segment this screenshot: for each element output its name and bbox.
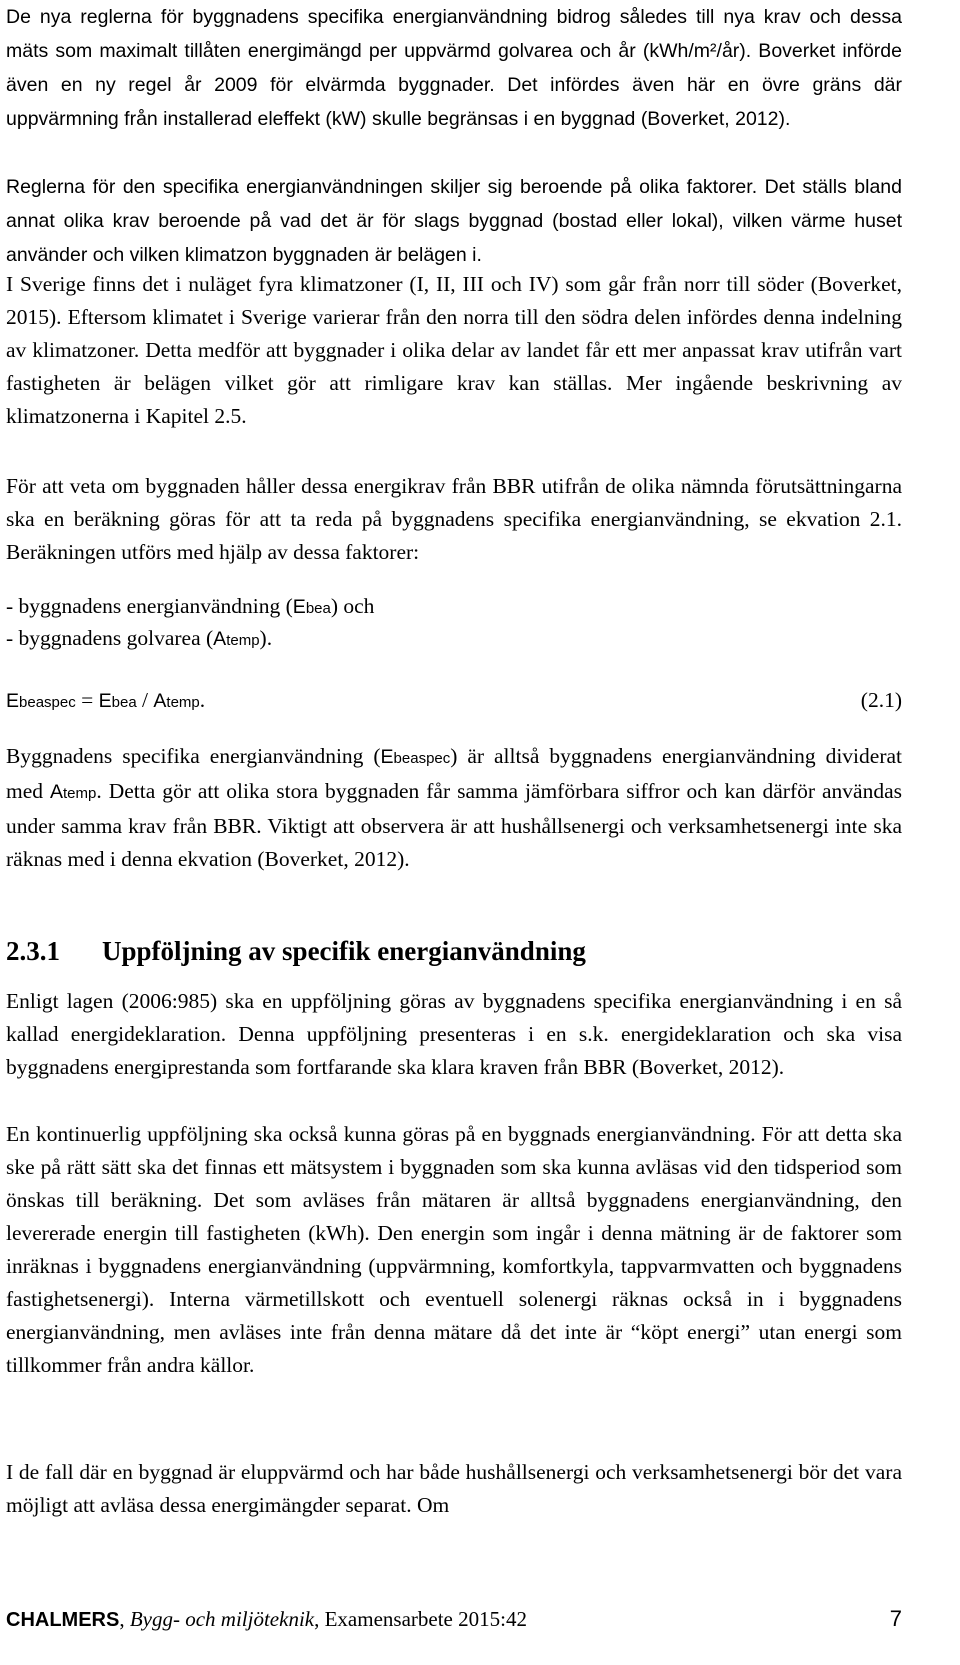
eq-subscript-bea: bea bbox=[111, 694, 137, 711]
p5-close: ) är alltså byggnadens bbox=[450, 744, 653, 768]
paragraph-2 bbox=[6, 170, 902, 272]
p5-rest: energianvändning dividerat med bbox=[6, 744, 902, 803]
paragraph-1 bbox=[6, 0, 902, 136]
list-item-1-prefix: - byggnadens energianvändning ( bbox=[6, 594, 293, 618]
section-heading bbox=[6, 933, 902, 969]
list-item-area bbox=[6, 622, 902, 657]
footer-sep: , bbox=[119, 1607, 130, 1631]
equation-number: (2.1) bbox=[860, 688, 902, 712]
paragraph-2-text: Reglerna för den specifika energianvändningen skiljer sig beroende på olika faktorer. Det ställs bland annat olika krav beroende på vad det är för slags byggnad (bostad eller lokal), vilken värme huset använder och vilken klimatzon byggnaden är belägen i. bbox=[6, 176, 902, 266]
p5-a: A bbox=[49, 781, 63, 803]
paragraph-4: För att veta om byggnaden håller dessa energikrav från BBR utifrån de olika nämnda förutsättningarna ska en beräkning göras för att ta reda på byggnadens specifika energianvändning, se ekvation 2.1. Beräkningen utförs med hjälp av dessa faktorer: bbox=[6, 474, 902, 564]
list-item-2-prefix: - byggnadens golvarea ( bbox=[6, 626, 214, 650]
footer-department: Bygg- och miljöteknik bbox=[129, 1607, 315, 1631]
symbol-a: A bbox=[213, 628, 227, 650]
section-title: Uppföljning av specifik energianvändning bbox=[102, 936, 586, 966]
paragraph-8: I de fall där en byggnad är eluppvärmd och har både hushållsenergi och verksamhetsenergi bör det vara möjligt att avläsa dessa energimängder separat. Om bbox=[6, 1460, 902, 1517]
footer-brand: CHALMERS bbox=[6, 1609, 120, 1631]
list-item-1-suffix: ) och bbox=[330, 594, 375, 618]
eq-slash: / bbox=[136, 688, 154, 712]
eq-equals: = bbox=[75, 688, 99, 712]
paragraph-6: Enligt lagen (2006:985) ska en uppföljning göras av byggnadens specifika energianvändning i en så kallad energideklaration. Denna uppföljning presenteras i en s.k. energideklaration och ska visa byggnadens energiprestanda som fortfarande ska klara kraven från BBR (Boverket, 2012). bbox=[6, 989, 902, 1079]
p5-sub-temp: temp bbox=[63, 785, 97, 802]
equation-2-1 bbox=[6, 684, 902, 719]
subscript-temp: temp bbox=[226, 632, 260, 649]
eq-e2: E bbox=[98, 690, 112, 712]
p5-sub-beaspec: beaspec bbox=[393, 750, 451, 767]
page-number: 7 bbox=[889, 1606, 902, 1631]
eq-a: A bbox=[153, 690, 167, 712]
paragraph-3: I Sverige finns det i nuläget fyra klimatzoner (I, II, III och IV) som går från norr till söder (Boverket, 2015). Eftersom klimatet i Sverige varierar från den norra till den södra delen infördes denna indelning av klimatzoner. Detta medför att byggnader i olika delar av landet får ett mer anpassat krav utifrån vart fastigheten är belägen vilket gör att rimligare krav kan ställas. Mer ingående beskrivning av klimatzonerna i Kapitel 2.5. bbox=[6, 272, 902, 428]
list-item-2-suffix: ). bbox=[259, 626, 273, 650]
eq-end: . bbox=[199, 688, 206, 712]
eq-e: E bbox=[6, 690, 20, 712]
paragraph-1-text: De nya reglerna för byggnadens specifika energianvändning bidrog således till nya krav och dessa mäts som maximalt tillåten energimängd per uppvärmd golvarea och år (kWh/m²/år). Boverket införde även en ny regel år 2009 för elvärmda byggnader. Det infördes även här en övre gräns där uppvärmning från installerad eleffekt (kW) skulle begränsas i en byggnad (Boverket, 2012). bbox=[6, 6, 902, 130]
list-item-energy bbox=[6, 590, 902, 625]
eq-subscript-temp: temp bbox=[166, 694, 200, 711]
paragraph-7: En kontinuerlig uppföljning ska också kunna göras på en byggnads energianvändning. För att detta ska ske på rätt sätt ska det finnas ett mätsystem i byggnaden som ska kunna avläsas vid den tidsperiod som önskas till beräkning. Det som avläses från mätaren är alltså byggnadens energianvändning, den levererade energin till fastigheten (kWh). Den energin som ingår i denna mätning är de faktorer som inräknas i byggnadens energianvändning (uppvärmning, komfortkyla, tappvarmvatten och byggnadens fastighetsenergi). Interna värmetillskott och eventuell solenergi räknas också in i byggnadens energianvändning, men avläses inte från denna mätare då det inte är “köpt energi” utan energi som tillkommer från andra källor. bbox=[6, 1122, 902, 1377]
p5-tail: . Detta gör att olika stora byggnaden får samma jämförbara siffror och kan därför användas under samma krav från BBR. Viktigt att observera är att hushållsenergi och verksamhetsenergi inte ska räknas med i denna ekvation (Boverket, 2012). bbox=[6, 779, 902, 871]
symbol-e: E bbox=[292, 596, 306, 618]
subscript-bea: bea bbox=[305, 600, 331, 617]
eq-subscript-beaspec: beaspec bbox=[19, 694, 76, 711]
footer-reference: , Examensarbete 2015:42 bbox=[314, 1607, 527, 1631]
p5-e: E bbox=[380, 746, 394, 768]
p5-intro: Byggnadens specifika energianvändning ( bbox=[6, 744, 381, 768]
page-footer bbox=[6, 1604, 902, 1635]
section-number: 2.3.1 bbox=[6, 936, 60, 966]
paragraph-5 bbox=[6, 740, 902, 876]
